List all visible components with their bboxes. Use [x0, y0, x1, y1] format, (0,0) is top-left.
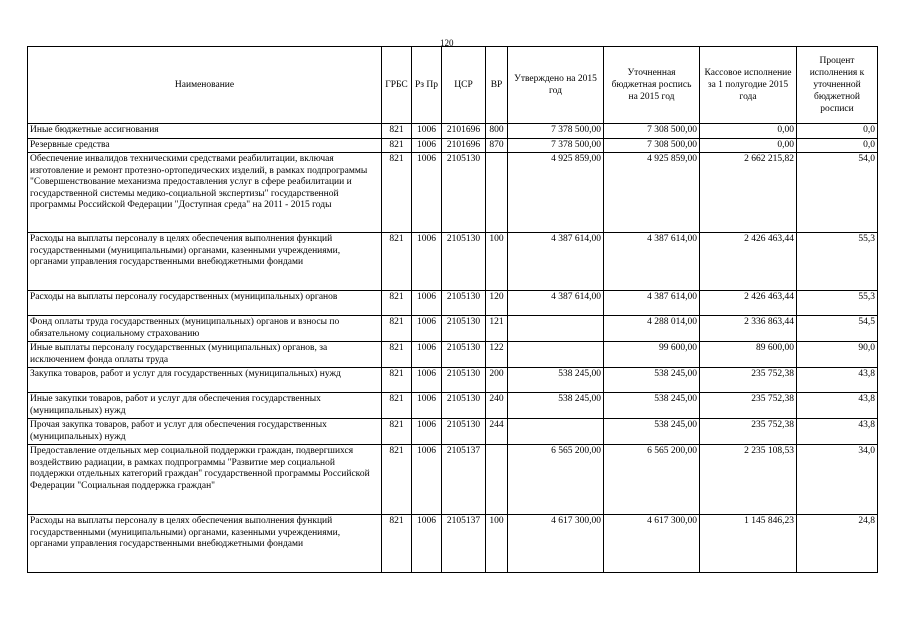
cell-approved: [508, 316, 604, 342]
cell-cash: 0,00: [700, 124, 797, 139]
cell-csr: 2101696: [442, 138, 486, 153]
cell-cash: 2 336 863,44: [700, 316, 797, 342]
table-row: [28, 124, 878, 139]
cell-cash: 0,00: [700, 138, 797, 153]
cell-refined: 99 600,00: [604, 342, 700, 368]
table-row: [28, 291, 878, 316]
cell-approved: 7 378 500,00: [508, 138, 604, 153]
cell-approved: 4 387 614,00: [508, 291, 604, 316]
cell-percent: 90,0: [797, 342, 878, 368]
header-percent: Процент исполнения к уточненной бюджетной росписи: [797, 47, 878, 124]
cell-rzpr: 1006: [412, 342, 442, 368]
cell-vr: 122: [486, 342, 508, 368]
cell-cash: 89 600,00: [700, 342, 797, 368]
cell-name: Фонд оплаты труда государственных (муниципальных) органов и взносы по обязательному социальному страхованию: [28, 316, 382, 342]
cell-approved: 4 925 859,00: [508, 153, 604, 233]
table-body: [28, 124, 878, 573]
cell-approved: 4 617 300,00: [508, 515, 604, 573]
cell-refined: 4 925 859,00: [604, 153, 700, 233]
table-row: [28, 445, 878, 515]
cell-grbs: 821: [382, 445, 412, 515]
cell-grbs: 821: [382, 393, 412, 419]
cell-vr: 100: [486, 515, 508, 573]
table-row: [28, 153, 878, 233]
cell-percent: 43,8: [797, 393, 878, 419]
cell-csr: 2105130: [442, 419, 486, 445]
header-grbs: ГРБС: [382, 47, 412, 124]
cell-cash: 2 426 463,44: [700, 291, 797, 316]
header-refined: Уточненная бюджетная роспись на 2015 год: [604, 47, 700, 124]
cell-vr: [486, 153, 508, 233]
cell-approved: 538 245,00: [508, 368, 604, 393]
cell-refined: 4 387 614,00: [604, 233, 700, 291]
cell-vr: 100: [486, 233, 508, 291]
cell-percent: 55,3: [797, 291, 878, 316]
cell-cash: 235 752,38: [700, 368, 797, 393]
cell-vr: 120: [486, 291, 508, 316]
cell-percent: 54,0: [797, 153, 878, 233]
cell-rzpr: 1006: [412, 368, 442, 393]
cell-cash: 2 662 215,82: [700, 153, 797, 233]
cell-percent: 34,0: [797, 445, 878, 515]
cell-csr: 2105130: [442, 393, 486, 419]
cell-percent: 54,5: [797, 316, 878, 342]
table-row: [28, 342, 878, 368]
cell-rzpr: 1006: [412, 153, 442, 233]
cell-csr: 2105137: [442, 515, 486, 573]
cell-csr: 2105130: [442, 291, 486, 316]
cell-name: Обеспечение инвалидов техническими средствами реабилитации, включая изготовление и ремонт протезно-ортопедических изделий, в рамках подпрограммы "Совершенствование механизма предоставления услуг в сфере реабилитации и государственной системы медико-социальной экспертизы" государственной программы Российской Федерации "Доступная среда" на 2011 - 2015 годы: [28, 153, 382, 233]
cell-csr: 2105130: [442, 233, 486, 291]
cell-cash: 2 426 463,44: [700, 233, 797, 291]
cell-rzpr: 1006: [412, 393, 442, 419]
cell-refined: 538 245,00: [604, 393, 700, 419]
cell-vr: 800: [486, 124, 508, 139]
cell-grbs: 821: [382, 419, 412, 445]
cell-grbs: 821: [382, 138, 412, 153]
cell-refined: 7 308 500,00: [604, 124, 700, 139]
cell-csr: 2105137: [442, 445, 486, 515]
cell-approved: 538 245,00: [508, 393, 604, 419]
cell-name: Прочая закупка товаров, работ и услуг для обеспечения государственных (муниципальных) нужд: [28, 419, 382, 445]
cell-name: Закупка товаров, работ и услуг для государственных (муниципальных) нужд: [28, 368, 382, 393]
cell-cash: 2 235 108,53: [700, 445, 797, 515]
cell-name: Иные выплаты персоналу государственных (муниципальных) органов, за исключением фонда оплаты труда: [28, 342, 382, 368]
cell-refined: 6 565 200,00: [604, 445, 700, 515]
cell-refined: 7 308 500,00: [604, 138, 700, 153]
cell-grbs: 821: [382, 368, 412, 393]
header-approved: Утверждено на 2015 год: [508, 47, 604, 124]
cell-name: Предоставление отдельных мер социальной поддержки граждан, подвергшихся воздействию радиации, в рамках подпрограммы "Развитие мер социальной поддержки отдельных категорий граждан" государственной программы Российской Федерации "Социальная поддержка граждан": [28, 445, 382, 515]
cell-cash: 235 752,38: [700, 419, 797, 445]
cell-vr: 240: [486, 393, 508, 419]
cell-grbs: 821: [382, 515, 412, 573]
table-row: [28, 138, 878, 153]
cell-percent: 55,3: [797, 233, 878, 291]
cell-grbs: 821: [382, 153, 412, 233]
cell-rzpr: 1006: [412, 124, 442, 139]
cell-vr: 200: [486, 368, 508, 393]
cell-refined: 4 617 300,00: [604, 515, 700, 573]
table-header-row: [28, 47, 878, 124]
cell-approved: 7 378 500,00: [508, 124, 604, 139]
cell-name: Резервные средства: [28, 138, 382, 153]
cell-rzpr: 1006: [412, 515, 442, 573]
cell-name: Расходы на выплаты персоналу государственных (муниципальных) органов: [28, 291, 382, 316]
header-rzpr: Рз Пр: [412, 47, 442, 124]
cell-rzpr: 1006: [412, 233, 442, 291]
budget-table: [27, 46, 878, 573]
cell-grbs: 821: [382, 233, 412, 291]
cell-percent: 43,8: [797, 419, 878, 445]
cell-percent: 0,0: [797, 124, 878, 139]
cell-approved: 4 387 614,00: [508, 233, 604, 291]
cell-rzpr: 1006: [412, 316, 442, 342]
cell-refined: 4 387 614,00: [604, 291, 700, 316]
cell-rzpr: 1006: [412, 445, 442, 515]
cell-csr: 2105130: [442, 316, 486, 342]
header-csr: ЦСР: [442, 47, 486, 124]
cell-rzpr: 1006: [412, 138, 442, 153]
cell-rzpr: 1006: [412, 419, 442, 445]
page-number: 120: [440, 38, 454, 48]
header-cash: Кассовое исполнение за 1 полугодие 2015 года: [700, 47, 797, 124]
cell-csr: 2101696: [442, 124, 486, 139]
cell-approved: [508, 419, 604, 445]
cell-name: Иные закупки товаров, работ и услуг для обеспечения государственных (муниципальных) нужд: [28, 393, 382, 419]
cell-percent: 43,8: [797, 368, 878, 393]
cell-vr: 121: [486, 316, 508, 342]
header-vr: ВР: [486, 47, 508, 124]
cell-csr: 2105130: [442, 368, 486, 393]
cell-grbs: 821: [382, 316, 412, 342]
cell-name: Расходы на выплаты персоналу в целях обеспечения выполнения функций государственными (муниципальными) органами, казенными учреждениями, органами управления государственными внебюджетными фондами: [28, 515, 382, 573]
cell-vr: 244: [486, 419, 508, 445]
table-row: [28, 233, 878, 291]
table-row: [28, 419, 878, 445]
table-row: [28, 515, 878, 573]
cell-refined: 538 245,00: [604, 368, 700, 393]
cell-refined: 4 288 014,00: [604, 316, 700, 342]
cell-grbs: 821: [382, 291, 412, 316]
cell-cash: 1 145 846,23: [700, 515, 797, 573]
cell-approved: [508, 342, 604, 368]
table-row: [28, 393, 878, 419]
table-row: [28, 368, 878, 393]
cell-name: Расходы на выплаты персоналу в целях обеспечения выполнения функций государственными (муниципальными) органами, казенными учреждениями, органами управления государственными внебюджетными фондами: [28, 233, 382, 291]
cell-grbs: 821: [382, 124, 412, 139]
cell-vr: [486, 445, 508, 515]
cell-refined: 538 245,00: [604, 419, 700, 445]
cell-vr: 870: [486, 138, 508, 153]
header-name: Наименование: [28, 47, 382, 124]
cell-cash: 235 752,38: [700, 393, 797, 419]
table-row: [28, 316, 878, 342]
cell-name: Иные бюджетные ассигнования: [28, 124, 382, 139]
cell-approved: 6 565 200,00: [508, 445, 604, 515]
cell-grbs: 821: [382, 342, 412, 368]
cell-percent: 0,0: [797, 138, 878, 153]
cell-percent: 24,8: [797, 515, 878, 573]
cell-rzpr: 1006: [412, 291, 442, 316]
cell-csr: 2105130: [442, 153, 486, 233]
cell-csr: 2105130: [442, 342, 486, 368]
